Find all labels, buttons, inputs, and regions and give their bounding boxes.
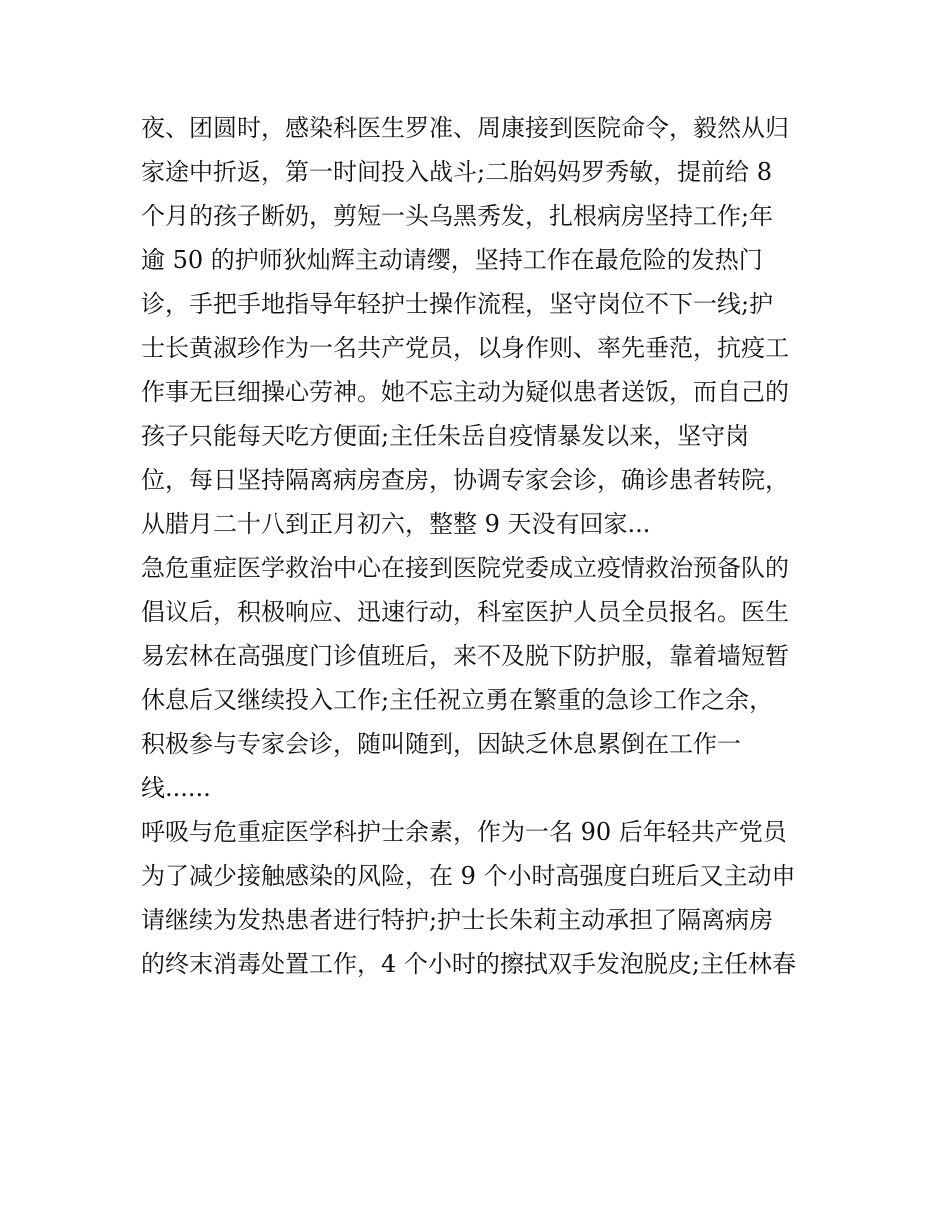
text-line: 倡议后，积极响应、迅速行动，科室医护人员全员报名。医生 <box>141 598 789 626</box>
text-line: 呼吸与危重症医学科护士余素，作为一名 90 后年轻共产党员 <box>141 818 787 846</box>
text-line: 孩子只能每天吃方便面;主任朱岳自疫情暴发以来，坚守岗 <box>141 422 750 450</box>
text-line: 线...... <box>141 774 211 802</box>
text-line: 急危重症医学救治中心在接到医院党委成立疫情救治预备队的 <box>141 554 789 582</box>
text-line: 士长黄淑珍作为一名共产党员，以身作则、率先垂范，抗疫工 <box>141 334 789 362</box>
text-line: 个月的孩子断奶，剪短一头乌黑秀发，扎根病房坚持工作;年 <box>141 202 774 230</box>
text-line: 家途中折返，第一时间投入战斗;二胎妈妈罗秀敏，提前给 8 <box>141 158 772 186</box>
text-line: 积极参与专家会诊，随叫随到，因缺乏休息累倒在工作一 <box>141 730 741 758</box>
text-line: 诊，手把手地指导年轻护士操作流程，坚守岗位不下一线;护 <box>141 290 774 318</box>
text-line: 为了减少接触感染的风险，在 9 个小时高强度白班后又主动申 <box>141 862 796 890</box>
text-line: 易宏林在高强度门诊值班后，来不及脱下防护服，靠着墙短暂 <box>141 642 789 670</box>
text-line: 逾 50 的护师狄灿辉主动请缨，坚持工作在最危险的发热门 <box>141 246 763 274</box>
text-line: 位，每日坚持隔离病房查房，协调专家会诊，确诊患者转院， <box>141 466 789 494</box>
text-line: 夜、团圆时，感染科医生罗准、周康接到医院命令，毅然从归 <box>141 114 789 142</box>
body-text <box>141 106 821 986</box>
text-line: 作事无巨细操心劳神。她不忘主动为疑似患者送饭，而自己的 <box>141 378 789 406</box>
text-line: 从腊月二十八到正月初六，整整 9 天没有回家... <box>141 510 651 538</box>
text-line: 请继续为发热患者进行特护;护士长朱莉主动承担了隔离病房 <box>141 906 774 934</box>
text-line: 的终末消毒处置工作，4 个小时的擦拭双手发泡脱皮;主任林春 <box>141 950 796 978</box>
text-line: 休息后又继续投入工作;主任祝立勇在繁重的急诊工作之余， <box>141 686 774 714</box>
